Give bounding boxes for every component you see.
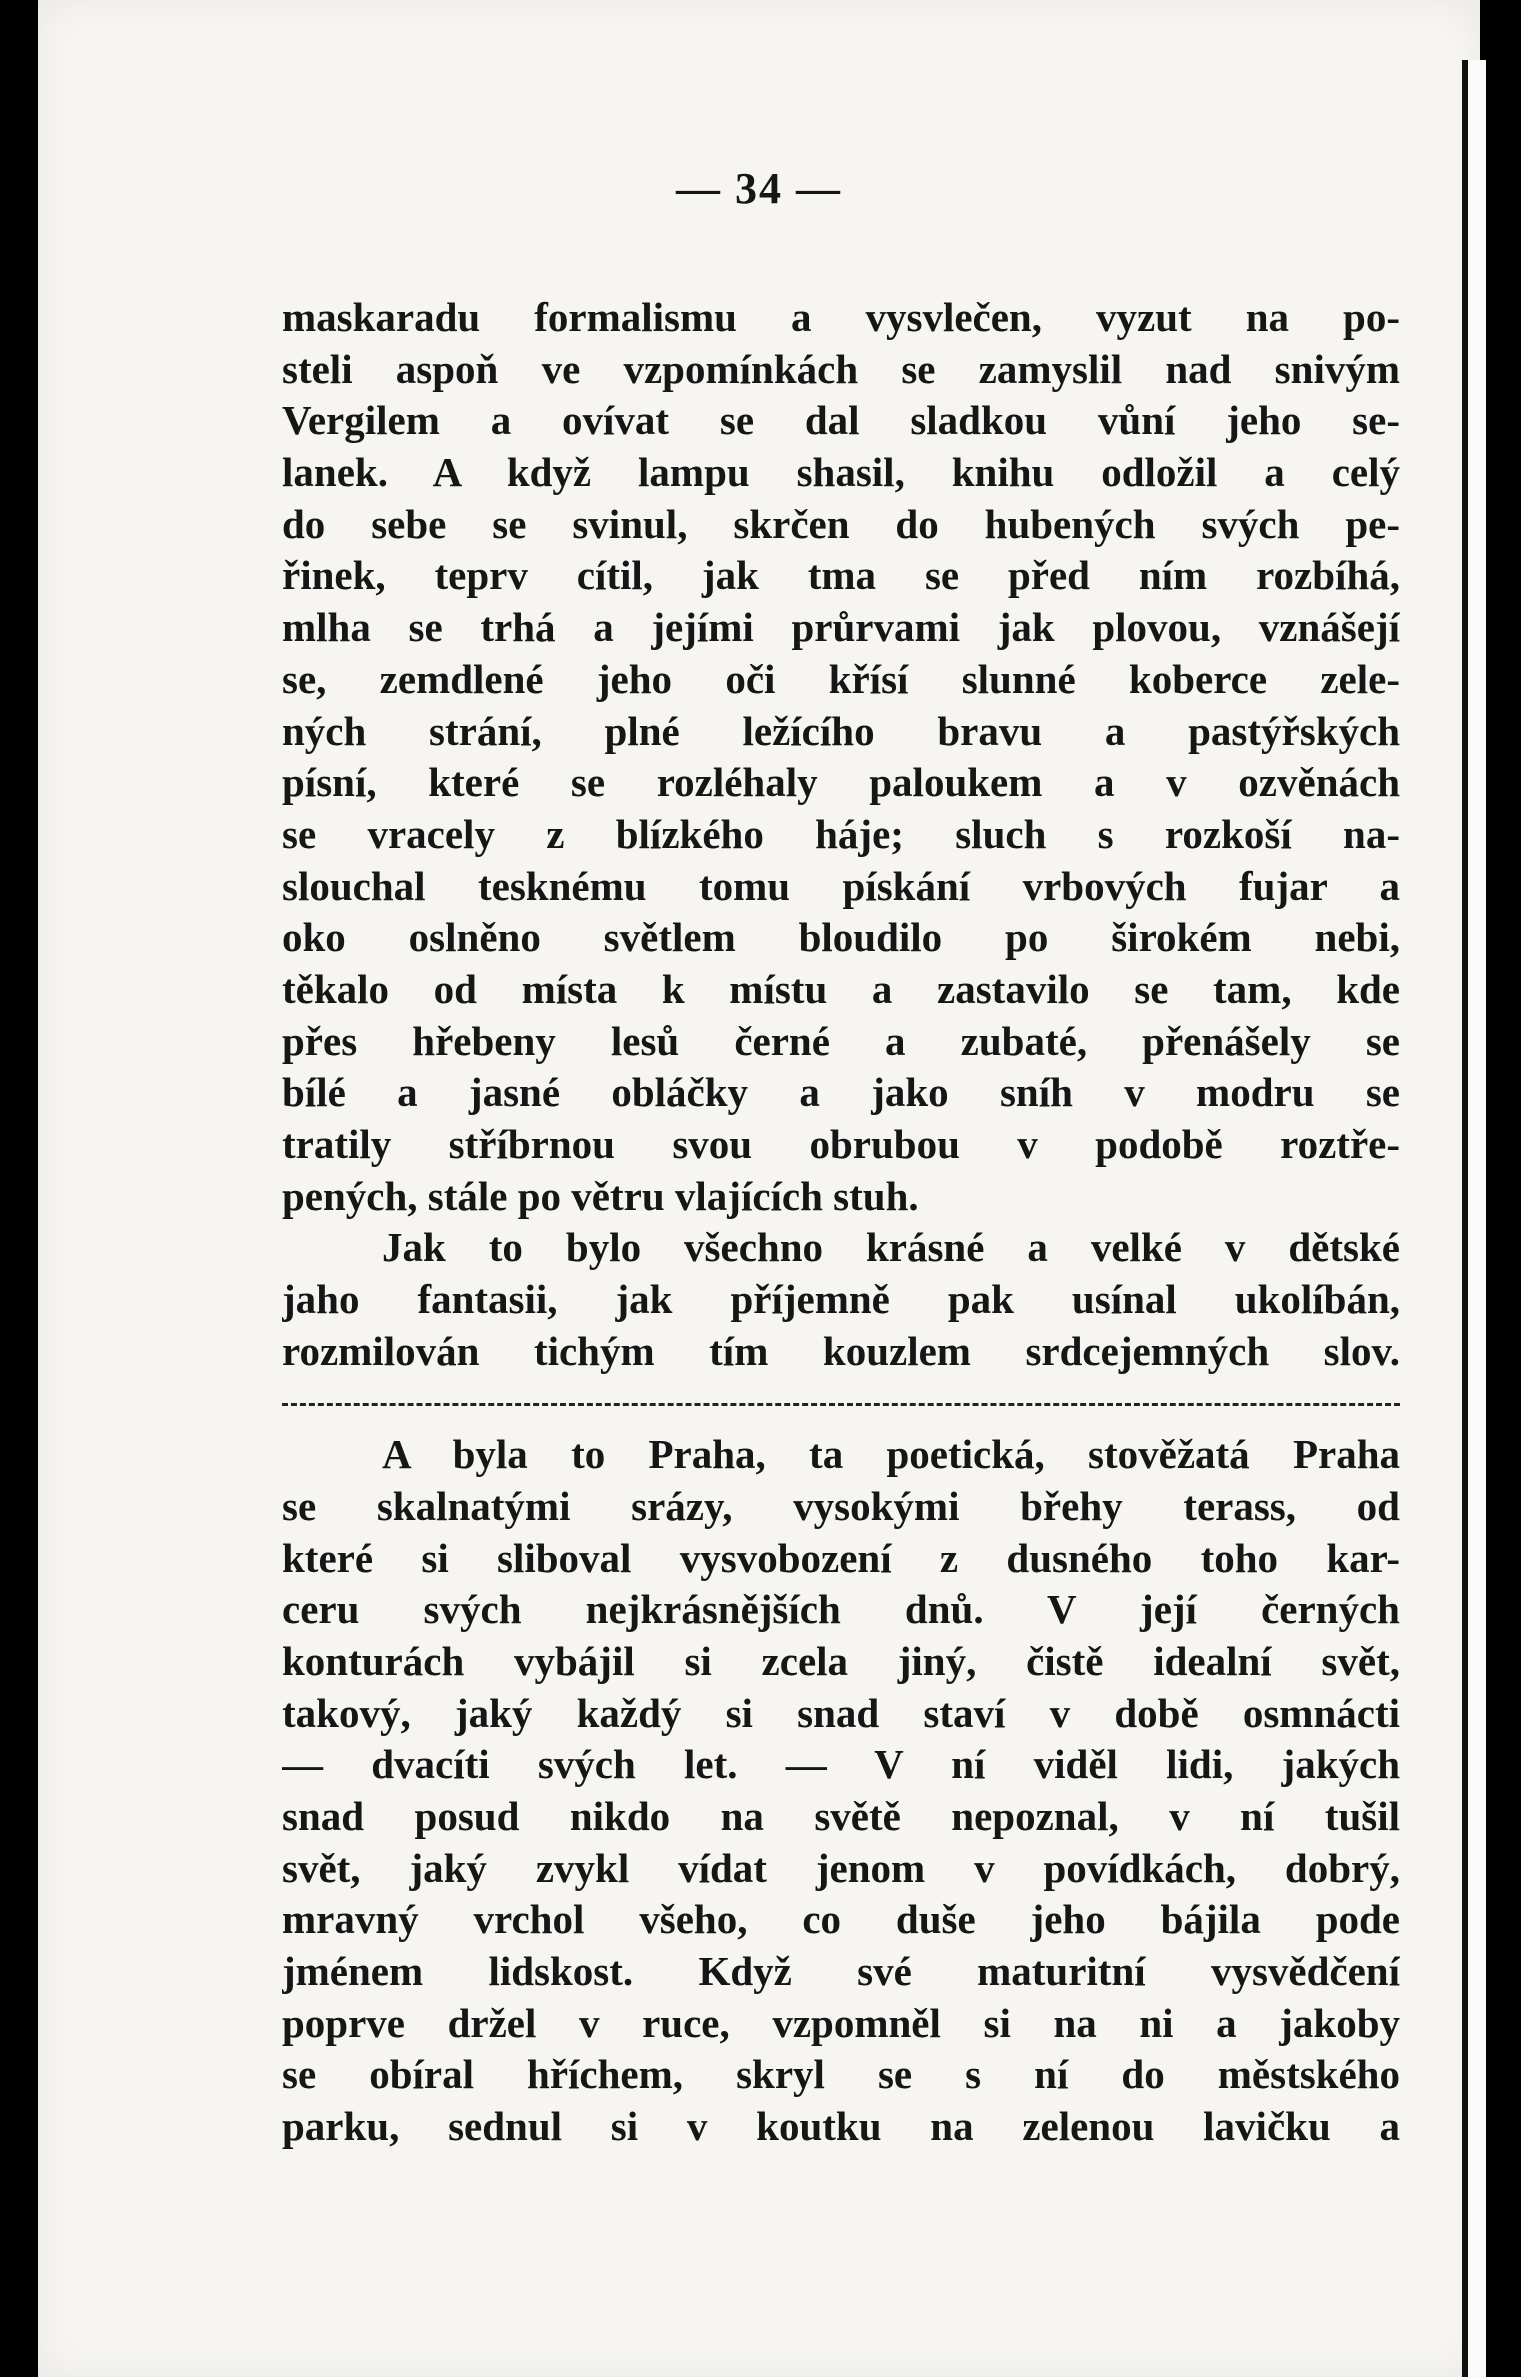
text-line: jménem lidskost. Když své maturitní vysvědčení bbox=[282, 1948, 1400, 1994]
page-number: — 34 — bbox=[676, 164, 842, 213]
body-text bbox=[282, 292, 1400, 2153]
text-line: poprve držel v ruce, vzpomněl si na ni a jakoby bbox=[282, 1999, 1400, 2046]
text-line: Vergilem a ovívat se dal sladkou vůní jeho se- bbox=[282, 397, 1400, 444]
text-line: ceru svých nejkrásnějších dnů. V její černých bbox=[282, 1586, 1400, 1633]
text-line: oko oslněno světlem bloudilo po širokém nebi, bbox=[282, 914, 1400, 961]
text-line: ných strání, plné ležícího bravu a pastýřských bbox=[282, 707, 1400, 754]
text-line: lanek. A když lampu shasil, knihu odložil a celý bbox=[282, 449, 1400, 496]
book-page bbox=[38, 0, 1480, 2377]
text-line: do sebe se svinul, skrčen do hubených svých pe- bbox=[282, 500, 1400, 547]
text-line: přes hřebeny lesů černé a zubaté, přenášely se bbox=[282, 1017, 1400, 1064]
text-line: pených, stále po větru vlajících stuh. bbox=[282, 1172, 919, 1219]
text-line: se obíral hříchem, skryl se s ní do městského bbox=[282, 2051, 1400, 2098]
text-line: se skalnatými srázy, vysokými břehy terass, od bbox=[282, 1482, 1400, 1529]
text-line: mlha se trhá a jejími průrvami jak plovou, vznášejí bbox=[282, 604, 1400, 651]
text-line: maskaradu formalismu a vysvlečen, vyzut na po- bbox=[282, 294, 1400, 340]
text-line: tratily stříbrnou svou obrubou v podobě roztře- bbox=[282, 1121, 1400, 1167]
text-line: steli aspoň ve vzpomínkách se zamyslil nad snivým bbox=[282, 345, 1400, 392]
text-line: které si sliboval vysvobození z dusného toho kar- bbox=[282, 1534, 1400, 1581]
text-line: jaho fantasii, jak příjemně pak usínal ukolíbán, bbox=[282, 1276, 1400, 1323]
text-line: takový, jaký každý si snad staví v době osmnácti bbox=[282, 1689, 1400, 1736]
text-line: slouchal tesknému tomu pískání vrbových fujar a bbox=[282, 862, 1400, 909]
text-line: těkalo od místa k místu a zastavilo se tam, kde bbox=[282, 965, 1400, 1012]
text-line: parku, sednul si v koutku na zelenou lavičku a bbox=[282, 2103, 1400, 2150]
text-line: svět, jaký zvykl vídat jenom v povídkách, dobrý, bbox=[282, 1844, 1400, 1891]
text-line: konturách vybájil si zcela jiný, čistě idealní svět, bbox=[282, 1637, 1400, 1684]
page-edge bbox=[1462, 60, 1486, 2377]
text-line: se vracely z blízkého háje; sluch s rozkoší na- bbox=[282, 810, 1400, 857]
section-separator bbox=[282, 1377, 1400, 1429]
text-line: — dvacíti svých let. — V ní viděl lidi, jakých bbox=[282, 1741, 1400, 1788]
text-line: řinek, teprv cítil, jak tma se před ním rozbíhá, bbox=[282, 552, 1400, 599]
text-line: mravný vrchol všeho, co duše jeho bájila pode bbox=[282, 1896, 1400, 1943]
text-line: snad posud nikdo na světě nepoznal, v ní tušil bbox=[282, 1792, 1400, 1839]
text-line: rozmilován tichým tím kouzlem srdcejemných slov. bbox=[282, 1327, 1400, 1374]
text-line: písní, které se rozléhaly paloukem a v ozvěnách bbox=[282, 759, 1400, 806]
text-line: se, zemdlené jeho oči křísí slunné koberce zele- bbox=[282, 655, 1400, 702]
text-line: A byla to Praha, ta poetická, stověžatá Praha bbox=[382, 1431, 1400, 1478]
text-line: bílé a jasné obláčky a jako sníh v modru se bbox=[282, 1069, 1400, 1116]
text-line: Jak to bylo všechno krásné a velké v dětské bbox=[382, 1224, 1400, 1271]
